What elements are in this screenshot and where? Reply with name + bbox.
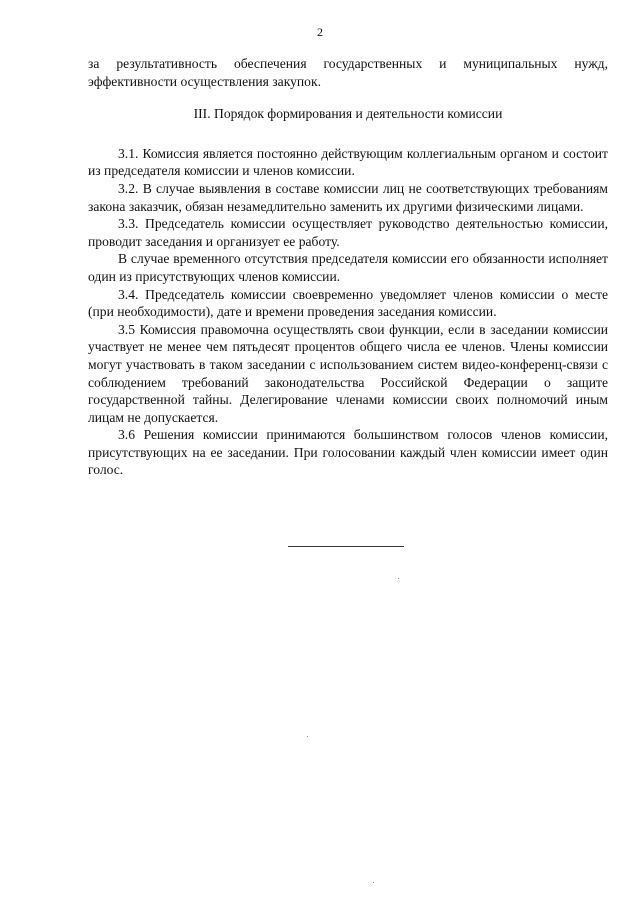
paragraph-3-4: 3.4. Председатель комиссии своевременно уведомляет членов комиссии о месте (при необходимости), дате и времени проведения заседания комиссии. — [88, 286, 608, 320]
document-body — [88, 55, 608, 479]
paragraph-3-2: 3.2. В случае выявления в составе комиссии лиц не соответствующих требованиям закона заказчик, обязан незамедлительно заменить их другими физическими лицами. — [88, 180, 608, 214]
intro-paragraph: за результативность обеспечения государственных и муниципальных нужд, эффективности осуществления закупок. — [88, 56, 608, 89]
paragraph-3-3-continued: В случае временного отсутствия председателя комиссии его обязанности исполняет один из присутствующих членов комиссии. — [88, 251, 608, 284]
end-of-text-rule — [288, 546, 404, 547]
scan-speck — [373, 882, 374, 883]
section-heading: III. Порядок формирования и деятельности комиссии — [193, 106, 503, 122]
paragraph-3-1: 3.1. Комиссия является постоянно действующим коллегиальным органом и состоит из председателя комиссии и членов комиссии. — [88, 145, 608, 179]
scan-speck — [398, 578, 399, 579]
paragraph-3-6: 3.6 Решения комиссии принимаются большинством голосов членов комиссии, присутствующих на ее заседании. При голосовании каждый член комиссии имеет один голос. — [88, 427, 608, 478]
page-number: 2 — [317, 25, 323, 39]
paragraph-3-3: 3.3. Председатель комиссии осуществляет руководство деятельностью комиссии, проводит заседания и организует ее работу. — [88, 216, 608, 249]
paragraph-3-5: 3.5 Комиссия правомочна осуществлять свои функции, если в заседании комиссии участвует не менее чем пятьдесят процентов общего числа ее членов. Члены комиссии могут участвовать в таком заседании с использованием систем видео-конференц-связи с соблюдением требований законодательства Российской Федерации о защите государственной тайны. Делегирование членами комиссии своих полномочий иным лицам не допускается. — [88, 321, 608, 425]
scan-speck — [307, 736, 308, 737]
